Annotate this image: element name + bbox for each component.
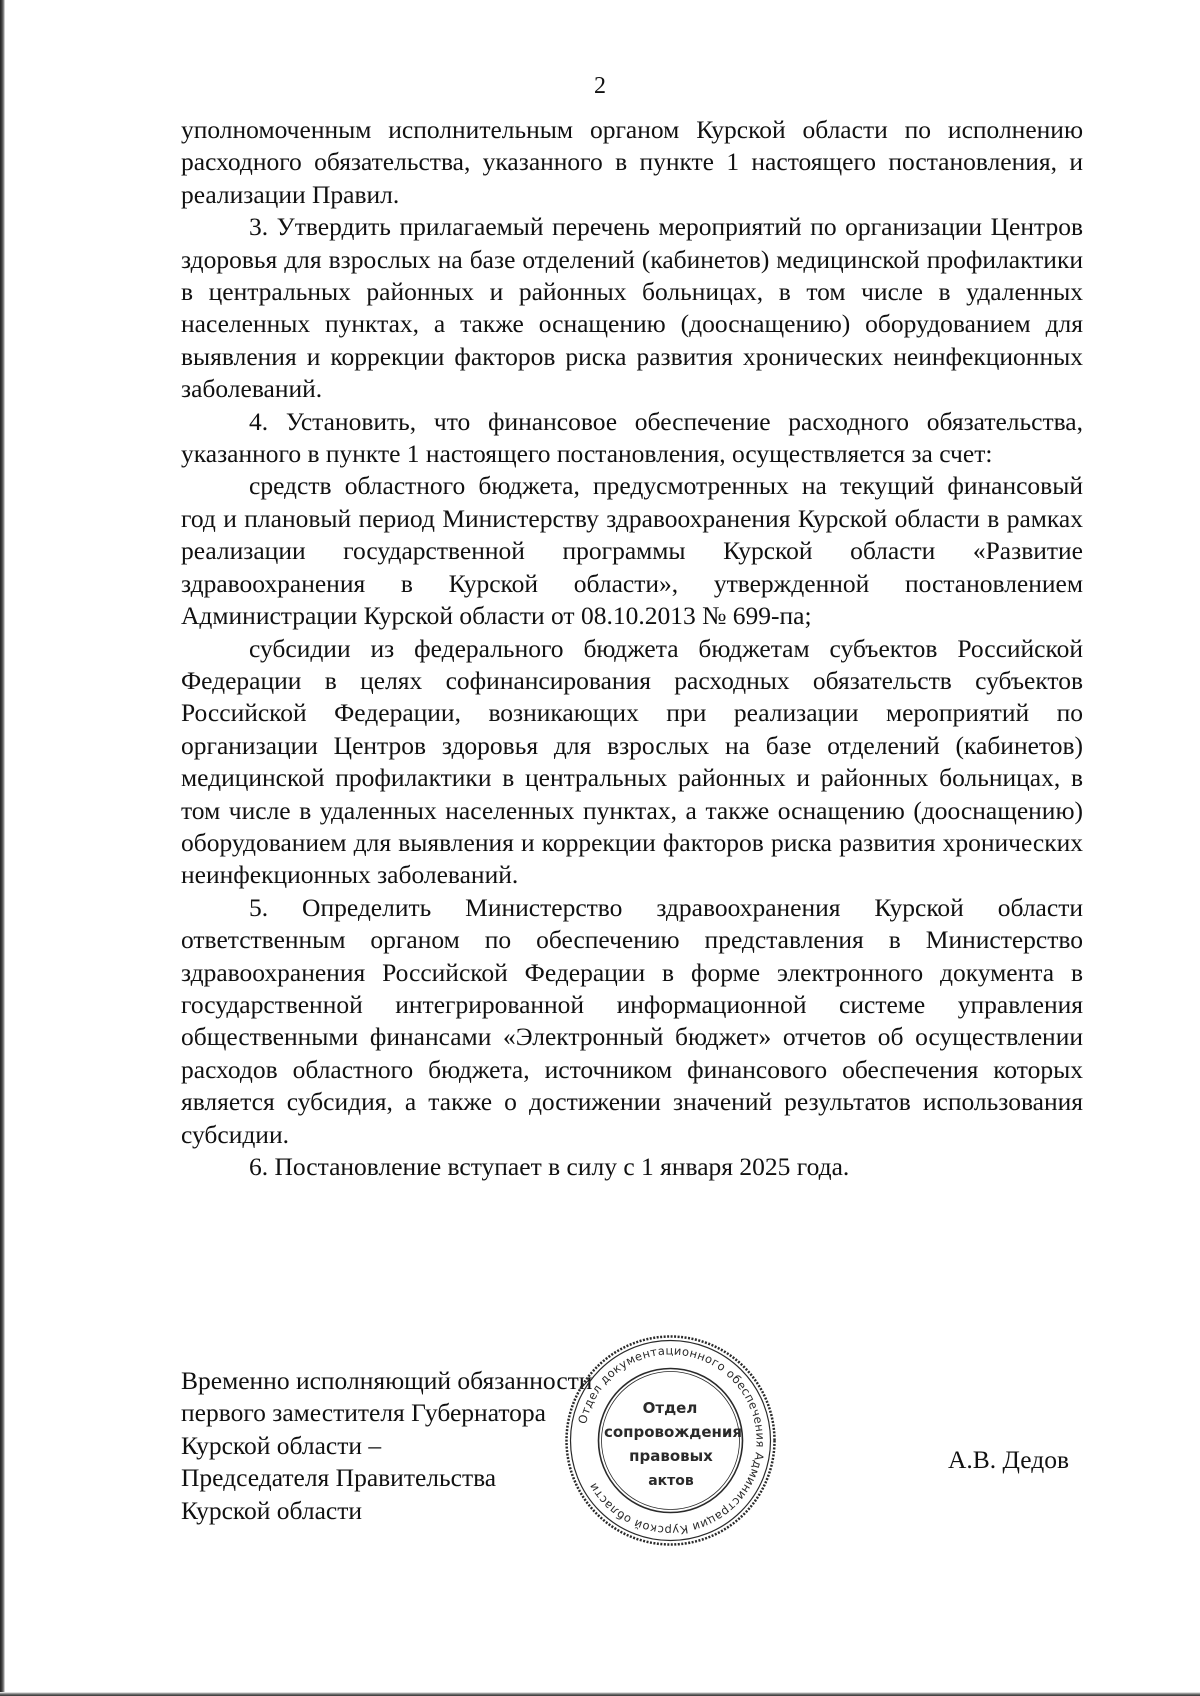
document-body — [181, 114, 1083, 1183]
stamp-center-line: правовых — [629, 1447, 713, 1465]
paragraph-item-5: 5. Определить Министерство здравоохранения Курской области ответственным органом по обеспечению представления в Министерство здравоохранения Российской Федерации в форме электронного документа в государственной интегрированной информационной системе управления общественными финансами «Электронный бюджет» отчетов об осуществлении расходов областного бюджета, источником финансового обеспечения которых является субсидия, а также о достижении значений результатов использования субсидии. — [181, 892, 1083, 1149]
signature-title-line: Курской области – — [181, 1430, 382, 1460]
paragraph-continuation: уполномоченным исполнительным органом Курской области по исполнению расходного обязательства, указанного в пункте 1 настоящего постановления, и реализации Правил. — [181, 115, 1083, 209]
paragraph-item-3: 3. Утвердить прилагаемый перечень мероприятий по организации Центров здоровья для взрослых на базе отделений (кабинетов) медицинской профилактики в центральных районных и районных больницах, в том числе в удаленных населенных пунктах, а также оснащению (дооснащению) оборудованием для выявления и коррекции факторов риска развития хронических неинфекционных заболеваний. — [181, 212, 1083, 404]
page-number: 2 — [594, 73, 606, 99]
signature-title-line: первого заместителя Губернатора — [181, 1398, 546, 1428]
scan-edge-bottom — [0, 1692, 1200, 1696]
signature-title-line: Курской области — [181, 1495, 363, 1525]
stamp-ring-text: Отдел документационного обеспечения Администрации Курской области — [575, 1343, 768, 1538]
paragraph-item-4: 4. Установить, что финансовое обеспечение расходного обязательства, указанного в пункте 1 настоящего постановления, осуществляется за счет: — [181, 406, 1083, 469]
stamp-seal — [563, 1333, 778, 1548]
scan-edge-left — [0, 0, 5, 1696]
official-stamp — [563, 1333, 778, 1548]
paragraph-item-6: 6. Постановление вступает в силу с 1 января 2025 года. — [249, 1152, 850, 1181]
signature-title-line: Председателя Правительства — [181, 1463, 497, 1493]
signer-name: А.В. Дедов — [948, 1445, 1070, 1474]
stamp-center-line: Отдел — [642, 1399, 698, 1417]
signature-title-line: Временно исполняющий обязанности — [181, 1366, 593, 1395]
stamp-center-line: актов — [648, 1473, 694, 1489]
paragraph-regional-budget: средств областного бюджета, предусмотренных на текущий финансовый год и плановый период Министерству здравоохранения Курской области в рамках реализации государственной программы Курской области «Развитие здравоохранения в Курской области», утвержденной постановлением Администрации Курской области от 08.10.2013 № 699-па; — [181, 471, 1083, 631]
signature-title-block — [181, 1365, 592, 1527]
stamp-center-line: сопровождения — [603, 1423, 743, 1441]
paragraph-federal-subsidy: субсидии из федерального бюджета бюджетам субъектов Российской Федерации в целях софинансирования расходных обязательств субъектов Российской Федерации, возникающих при реализации мероприятий по организации Центров здоровья для взрослых на базе отделений (кабинетов) медицинской профилактики в центральных районных и районных больницах, в том числе в удаленных населенных пунктах, а также оснащению (дооснащению) оборудованием для выявления и коррекции факторов риска развития хронических неинфекционных заболеваний. — [181, 633, 1083, 890]
